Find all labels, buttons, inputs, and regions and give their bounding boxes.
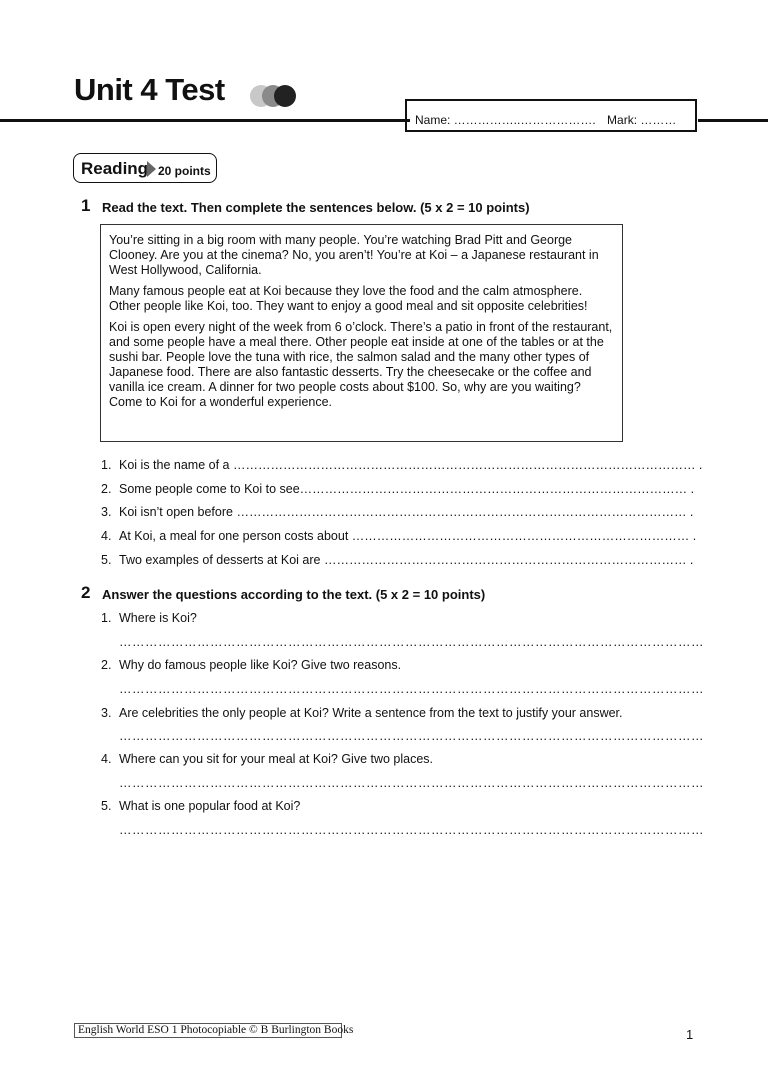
answer-line[interactable]: ……………………………………………………………………………………………………………………… xyxy=(119,682,704,696)
reading-paragraph: Many famous people eat at Koi because they love the food and the calm atmosphere. Other people like Koi, too. They want to enjoy a good meal and sit opposite celebrities! xyxy=(109,284,588,313)
copyright-footer: English World ESO 1 Photocopiable © B Burlington Books xyxy=(74,1023,342,1038)
unit-dots-icon xyxy=(248,83,298,109)
section-points: 20 points xyxy=(158,164,211,178)
answer-line[interactable]: ……………………………………………………………………………………………………………………… xyxy=(119,635,704,649)
name-mark-box[interactable] xyxy=(405,99,697,132)
question-item: 1. Where is Koi? xyxy=(101,611,197,625)
sentence-item[interactable]: 4. At Koi, a meal for one person costs about ……………………………………………………………………… . xyxy=(101,529,697,543)
sentence-item[interactable]: 2. Some people come to Koi to see………………………………………………………………………………… . xyxy=(101,482,695,496)
answer-line[interactable]: ……………………………………………………………………………………………………………………… xyxy=(119,729,704,743)
reading-text-box xyxy=(100,224,623,442)
exercise-1-number: 1 xyxy=(81,196,91,215)
name-field[interactable]: Name: ……………..………………. xyxy=(415,113,596,127)
title-rule-right xyxy=(698,119,768,122)
reading-paragraph: Koi is open every night of the week from 6 o’clock. There’s a patio in front of the restaurant, and some people have a meal there. Other people eat inside at one of the tables or at the sushi bar. People love the tuna with rice, the salmon salad and the many other types of Japanese food. There are also fantastic desserts. Try the cheesecake or the coffee and vanilla ice cream. A dinner for two people costs about $100. So, why are you waiting? Come to Koi for a wonderful experience. xyxy=(109,320,613,409)
exercise-1-instruction: Read the text. Then complete the sentences below. (5 x 2 = 10 points) xyxy=(102,200,530,215)
question-item: 3. Are celebrities the only people at Koi? Write a sentence from the text to justify your answer. xyxy=(101,706,623,720)
question-item: 4. Where can you sit for your meal at Koi? Give two places. xyxy=(101,752,434,766)
section-badge xyxy=(73,153,217,183)
answer-line[interactable]: ……………………………………………………………………………………………………………………… xyxy=(119,823,704,837)
page-title: Unit 4 Test xyxy=(74,72,225,107)
sentence-item[interactable]: 5. Two examples of desserts at Koi are …………………………………………………………………………… . xyxy=(101,553,694,567)
mark-field[interactable]: Mark: ……… xyxy=(607,113,677,127)
exercise-2-number: 2 xyxy=(81,583,91,602)
answer-line[interactable]: ……………………………………………………………………………………………………………………… xyxy=(119,776,704,790)
triangle-arrow-icon xyxy=(147,161,156,177)
question-item: 2. Why do famous people like Koi? Give two reasons. xyxy=(101,658,402,672)
page-number: 1 xyxy=(686,1027,694,1042)
section-title: Reading xyxy=(81,159,149,178)
question-item: 5. What is one popular food at Koi? xyxy=(101,799,301,813)
title-rule xyxy=(0,119,410,122)
exercise-2-instruction: Answer the questions according to the text. (5 x 2 = 10 points) xyxy=(102,587,486,602)
sentence-item[interactable]: 1. Koi is the name of a ………………………………………………………………………………………………… . xyxy=(101,458,703,472)
sentence-item[interactable]: 3. Koi isn’t open before ……………………………………………………………………………………………… . xyxy=(101,505,694,519)
reading-paragraph: You’re sitting in a big room with many people. You’re watching Brad Pitt and George Clooney. Are you at the cinema? No, you aren’t! You’re at Koi – a Japanese restaurant in West Hollywood, California. xyxy=(109,233,599,277)
